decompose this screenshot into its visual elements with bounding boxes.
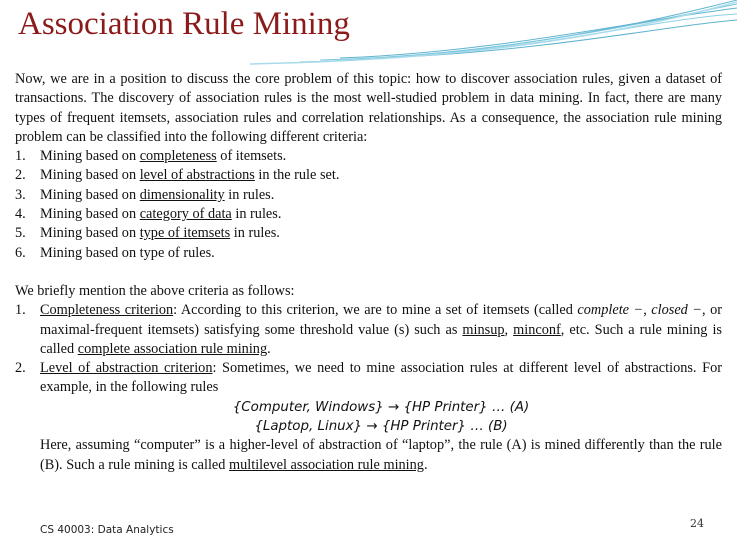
criteria-link[interactable]: level of abstractions bbox=[139, 167, 255, 184]
completeness-heading[interactable]: Completeness criterion bbox=[40, 302, 174, 319]
math-complete: complete − bbox=[577, 302, 644, 319]
item-text: Level of abstraction criterion: Sometimes, we need to mine association rules at different level of abstractions. For example, in the following rules {Computer, Windows} → {HP Printer} … (A) {Laptop, Linux} → {HP Printer} … (B) Here, assuming “computer” is a higher-level of abstraction of “laptop”, the rule (A) is mined differently than the rule (B). Such a rule mining is called multilevel association rule mining. bbox=[40, 360, 722, 473]
item-number: 2. bbox=[15, 167, 26, 184]
criteria-item bbox=[15, 186, 722, 205]
item-text: Mining based on dimensionality in rules. bbox=[40, 186, 275, 203]
item-number: 6. bbox=[15, 244, 26, 261]
rule-a: {Computer, Windows} → {HP Printer} … (A) bbox=[232, 399, 530, 415]
criteria-link[interactable]: completeness bbox=[139, 148, 217, 165]
page-number: 24 bbox=[690, 517, 704, 530]
criteria-item bbox=[15, 244, 722, 263]
item-text: Mining based on level of abstractions in the rule set. bbox=[40, 167, 340, 184]
item-number: 1. bbox=[15, 302, 26, 319]
minconf-link[interactable]: minconf bbox=[513, 321, 561, 338]
criteria-item bbox=[15, 166, 722, 185]
item-text: Mining based on category of data in rules. bbox=[40, 206, 282, 223]
item-text: Mining based on type of itemsets in rules. bbox=[40, 225, 280, 242]
item-text: Completeness criterion: According to this criterion, we are to mine a set of itemsets (called complete −, closed −, or maximal-frequent itemsets) satisfying some threshold value (s) such as minsup, minconf, etc. Such a rule mining is called complete association rule mining. bbox=[40, 302, 723, 357]
abstraction-item bbox=[15, 359, 722, 475]
item-number: 1. bbox=[15, 148, 26, 165]
criteria-link[interactable]: category of data bbox=[139, 206, 232, 223]
spacer bbox=[15, 263, 722, 282]
footer-course: CS 40003: Data Analytics bbox=[40, 524, 174, 536]
item-number: 2. bbox=[15, 360, 26, 377]
completeness-item bbox=[15, 301, 722, 359]
rule-b: {Laptop, Linux} → {HP Printer} … (B) bbox=[254, 419, 508, 435]
item-number: 3. bbox=[15, 186, 26, 203]
brief-paragraph: We briefly mention the above criteria as follows: bbox=[15, 282, 295, 299]
item-number: 4. bbox=[15, 206, 26, 223]
complete-mining-link[interactable]: complete association rule mining bbox=[77, 340, 268, 357]
abstraction-heading[interactable]: Level of abstraction criterion bbox=[40, 360, 213, 377]
item-number: 5. bbox=[15, 225, 26, 242]
criteria-item bbox=[15, 224, 722, 243]
intro-paragraph: Now, we are in a position to discuss the core problem of this topic: how to discover association rules, given a dataset of transactions. The discovery of association rules is the most well-studied problem in data mining. In fact, there are many types of frequent itemsets, association rules and correlation relationships. As a consequence, the association rule mining problem can be classified into the following different criteria: bbox=[15, 71, 722, 145]
criteria-item bbox=[15, 147, 722, 166]
criteria-list bbox=[15, 147, 722, 263]
criteria-detail-list bbox=[15, 301, 722, 475]
item-text: Mining based on type of rules. bbox=[40, 244, 215, 261]
multilevel-mining-link[interactable]: multilevel association rule mining bbox=[229, 456, 424, 473]
slide-title: Association Rule Mining bbox=[18, 6, 350, 42]
item-text: Mining based on completeness of itemsets. bbox=[40, 148, 287, 165]
criteria-link[interactable]: dimensionality bbox=[139, 186, 225, 203]
criteria-item bbox=[15, 205, 722, 224]
slide-body bbox=[15, 70, 722, 475]
minsup-link[interactable]: minsup bbox=[462, 321, 505, 338]
math-closed: closed − bbox=[651, 302, 702, 319]
criteria-link[interactable]: type of itemsets bbox=[139, 225, 231, 242]
